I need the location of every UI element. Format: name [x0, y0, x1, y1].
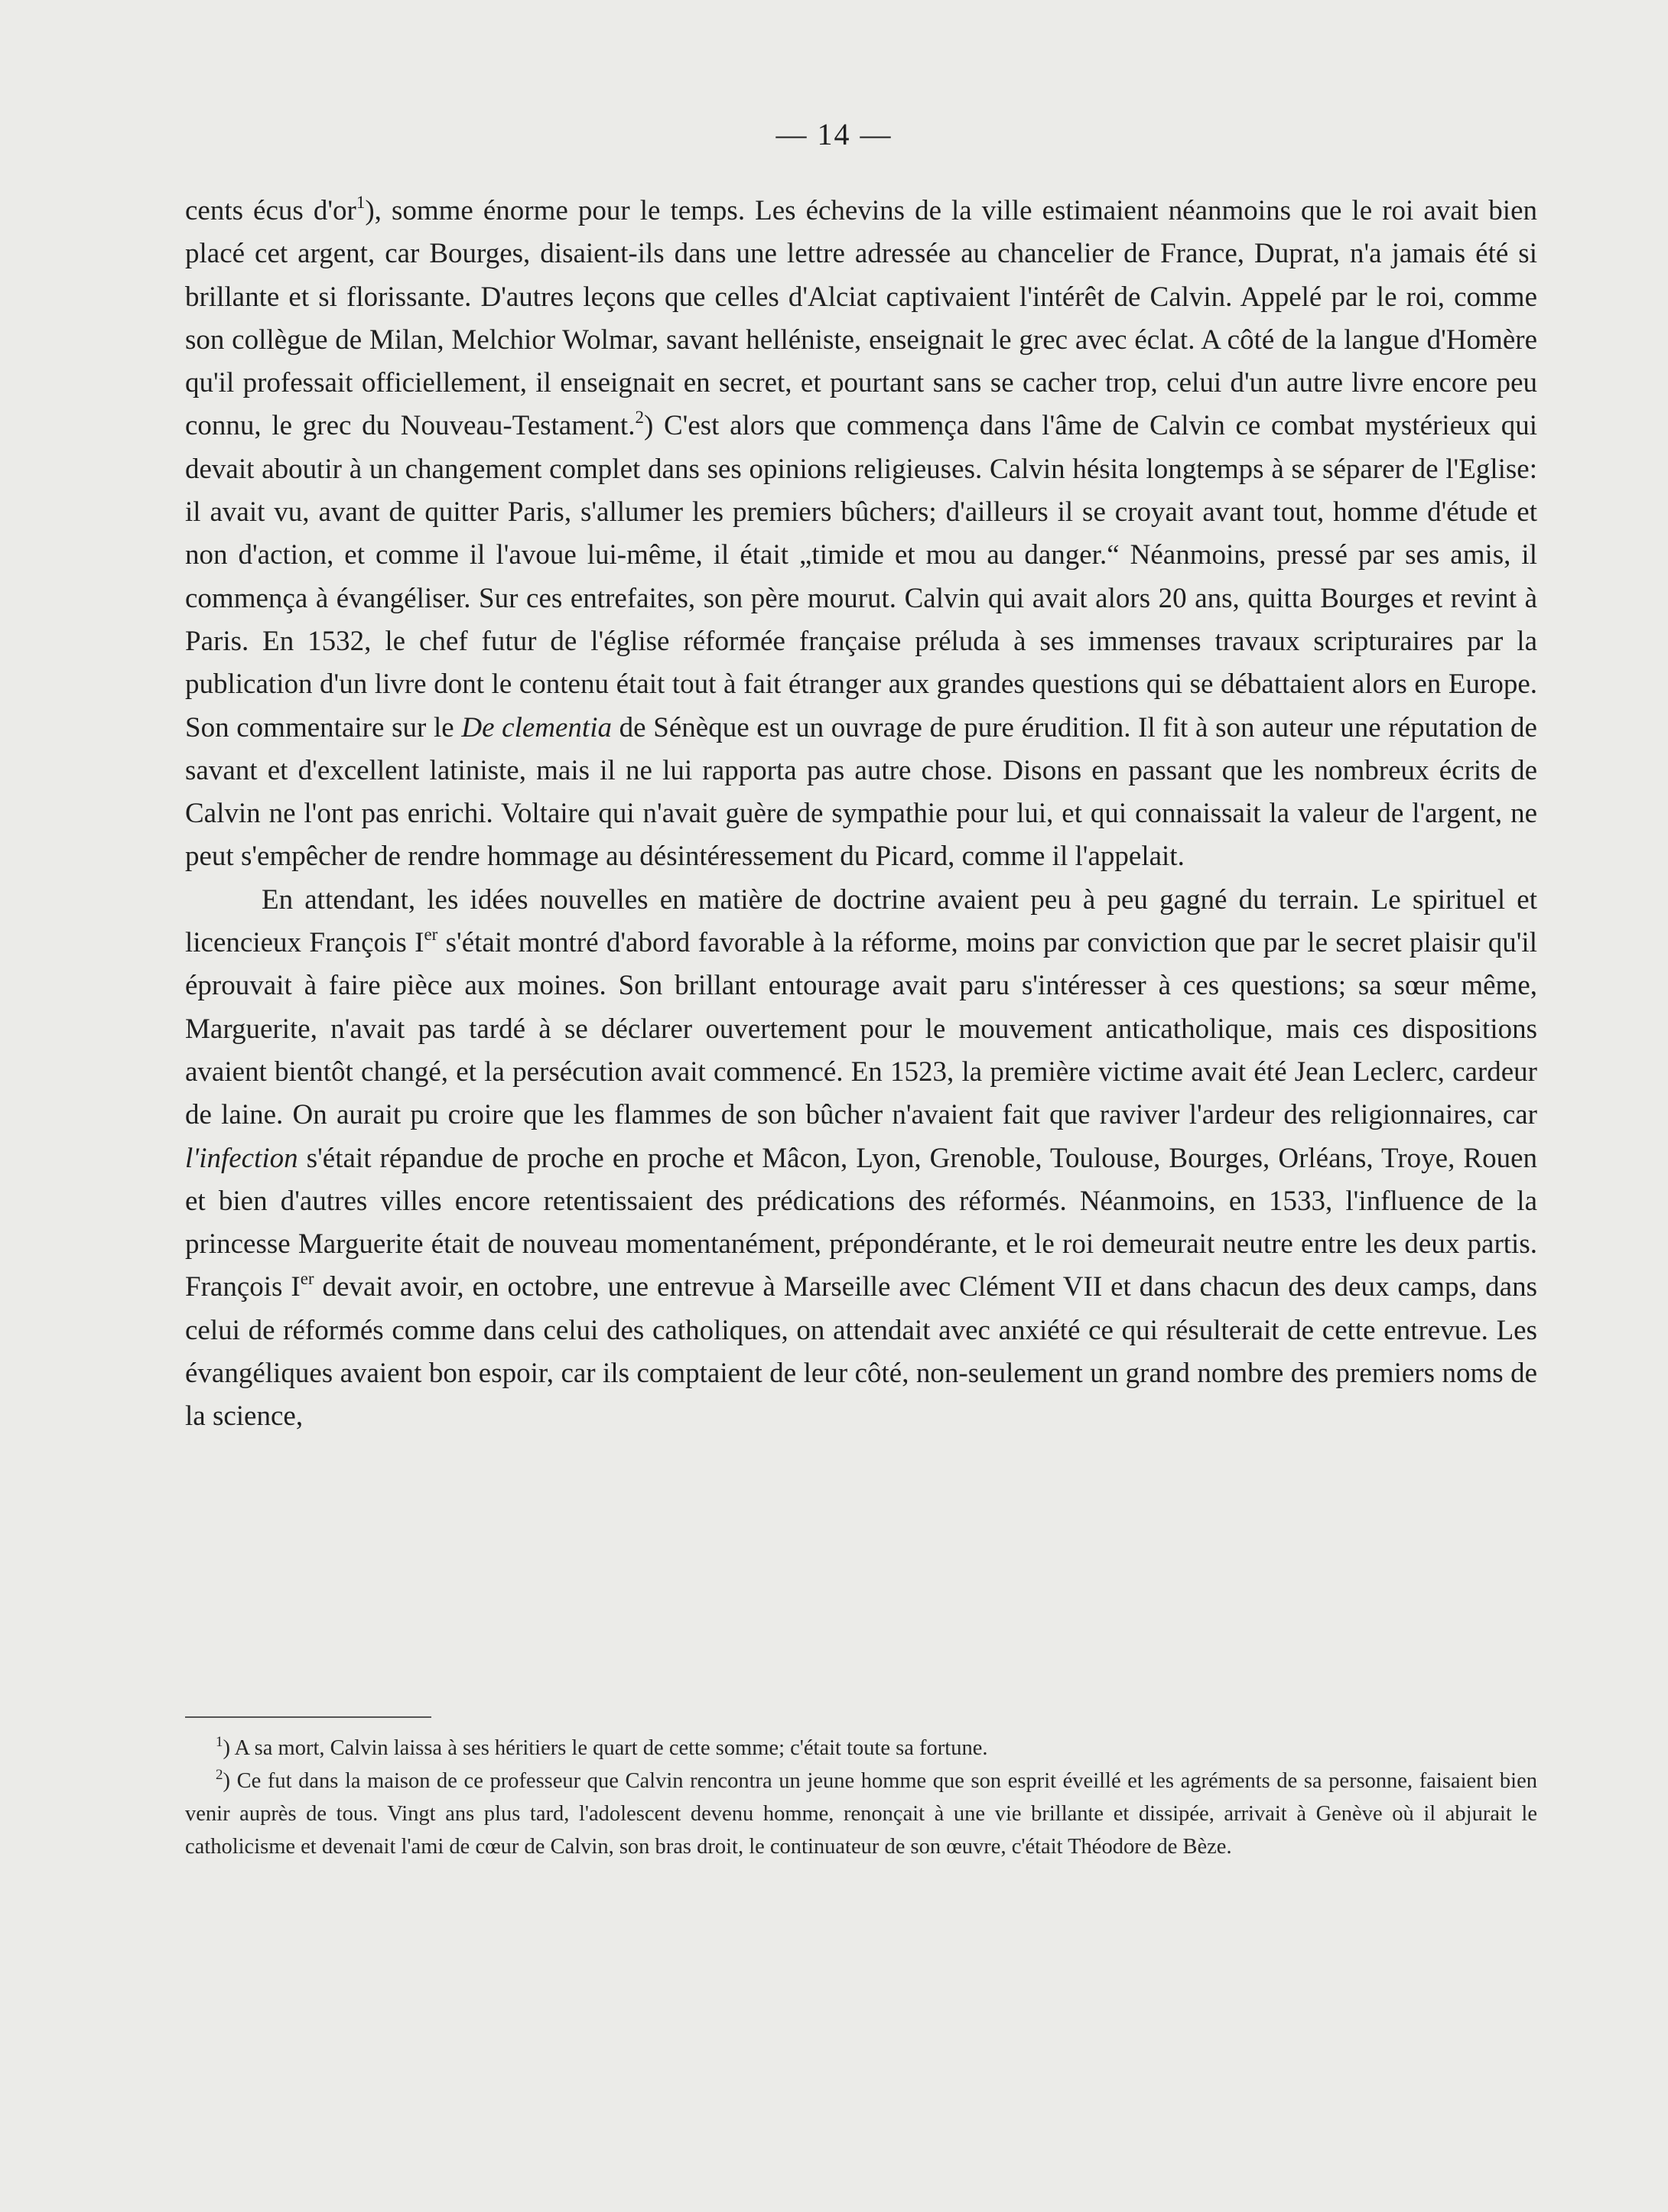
text-run: cents écus d'or: [185, 195, 356, 226]
text-run: En attendant, les idées nouvelles en matière de doctrine avaient peu à peu gagné du terrain. Le spirituel et licencieux François I: [185, 883, 1537, 959]
superscript-marker: er: [300, 1269, 314, 1289]
footnote-1-marker: 1: [216, 1734, 223, 1750]
text-run: de Sénèque est un ouvrage de pure érudition. Il fit à son auteur une réputation de savant et d'excellent latiniste, mais il ne lui rapporta pas autre chose. Disons en passant que les nombreux écrits de Calvin ne l'ont pas enrichi. Voltaire qui n'avait guère de sympathie pour lui, et qui connaissait la valeur de l'argent, ne peut s'empêcher de rendre hommage au désintéressement du Picard, comme il l'appelait.: [185, 711, 1537, 873]
footnote-2: $^2$) Ce fut dans la maison de ce professeur que Calvin rencontra un jeune homme que son esprit éveillé et les agréments de sa personne, faisaient bien venir auprès de tous. Vingt ans plus tard, l'adolescent devenu homme, renonçait à une vie brillante et dissipée, arrivait à Genève où il abjurait le catholicisme et devenait l'ami de cœur de Calvin, son bras droit, le continuateur de son œuvre, c'était Théodore de Bèze.: [185, 1767, 1537, 1859]
italic-text: l'infection: [185, 1142, 298, 1174]
text-run: devait avoir, en octobre, une entrevue à Marseille avec Clément VII et dans chacun des deux camps, dans celui de réformés comme dans celui des catholiques, on attendait avec anxiété ce qui résulterait de cette entrevue. Les évangéliques avaient bon espoir, car ils comptaient de leur côté, non-seulement un grand nombre des premiers noms de la science,: [185, 1271, 1537, 1433]
paragraph-2: [185, 879, 1537, 1439]
footnote-1: $^1$) A sa mort, Calvin laissa à ses héritiers le quart de cette somme; c'était toute sa fortune.: [216, 1734, 988, 1760]
text-run: s'était répandue de proche en proche et Mâcon, Lyon, Grenoble, Toulouse, Bourges, Orléans, Troye, Rouen et bien d'autres villes encore retentissaient des prédications des réformés. Néanmoins, en 1533, l'influence de la princesse Marguerite était de nouveau momentanément, prépondérante, et le roi demeurait neutre entre les deux partis. François I: [185, 1142, 1537, 1303]
footnotes: [185, 1732, 1537, 1863]
footnote-2-marker: 2: [216, 1767, 223, 1783]
text-run: ), somme énorme pour le temps. Les échevins de la ville estimaient néanmoins que le roi avait bien placé cet argent, car Bourges, disaient-ils dans une lettre adressée au chancelier de France, Duprat, n'a jamais été si brillante et si florissante. D'autres leçons que celles d'Alciat captivaient l'intérêt de Calvin. Appelé par le roi, comme son collègue de Milan, Melchior Wolmar, savant helléniste, enseignait le grec avec éclat. A côté de la langue d'Homère qu'il professait officiellement, il enseignait en secret, et pourtant sans se cacher trop, celui d'un autre livre encore peu connu, le grec du Nouveau-Testament.: [185, 195, 1537, 442]
page-number: — 14 —: [775, 117, 893, 151]
superscript-marker: 1: [356, 193, 366, 212]
paragraph-1: [185, 190, 1537, 879]
footnote-separator: [185, 1716, 431, 1718]
footnote-2-text: Ce fut dans la maison de ce professeur que Calvin rencontra un jeune homme que son esprit éveillé et les agréments de sa personne, faisaient bien venir auprès de tous. Vingt ans plus tard, l'adolescent devenu homme, renonçait à une vie brillante et dissipée, arrivait à Genève où il abjurait le catholicisme et devenait l'ami de cœur de Calvin, son bras droit, le continuateur de son œuvre, c'était Théodore de Bèze.: [185, 1769, 1537, 1859]
superscript-marker: er: [424, 925, 438, 945]
text-run: s'était montré d'abord favorable à la réforme, moins par conviction que par le secret plaisir qu'il éprouvait à faire pièce aux moines. Son brillant entourage avait paru s'intéresser à ces questions; sa sœur même, Marguerite, n'avait pas tardé à se déclarer ouvertement pour le mouvement anticatholique, mais ces dispositions avaient bientôt changé, et la persécution avait commencé. En 1523, la première victime avait été Jean Leclerc, cardeur de laine. On aurait pu croire que les flammes de son bûcher n'avaient fait que raviver l'ardeur des religionnaires, car: [185, 927, 1537, 1131]
body-text: [185, 190, 1537, 1439]
text-run: ) C'est alors que commença dans l'âme de Calvin ce combat mystérieux qui devait aboutir à un changement complet dans ses opinions religieuses. Calvin hésita longtemps à se séparer de l'Eglise: il avait vu, avant de quitter Paris, s'allumer les premiers bûchers; d'ailleurs il se croyait avant tout, homme d'étude et non d'action, et comme il l'avoue lui-même, il était „timide et mou au danger.“ Néanmoins, pressé par ses amis, il commença à évangéliser. Sur ces entrefaites, son père mourut. Calvin qui avait alors 20 ans, quitta Bourges et revint à Paris. En 1532, le chef futur de l'église réformée française préluda à ses immenses travaux scripturaires par la publication d'un livre dont le contenu était tout à fait étranger aux grandes questions qui se débattaient alors en Europe. Son commentaire sur le: [185, 410, 1537, 743]
footnote-1-text: A sa mort, Calvin laissa à ses héritiers le quart de cette somme; c'était toute sa fortune.: [230, 1736, 988, 1760]
italic-text: De clementia: [461, 711, 612, 743]
superscript-marker: 2: [635, 408, 644, 428]
